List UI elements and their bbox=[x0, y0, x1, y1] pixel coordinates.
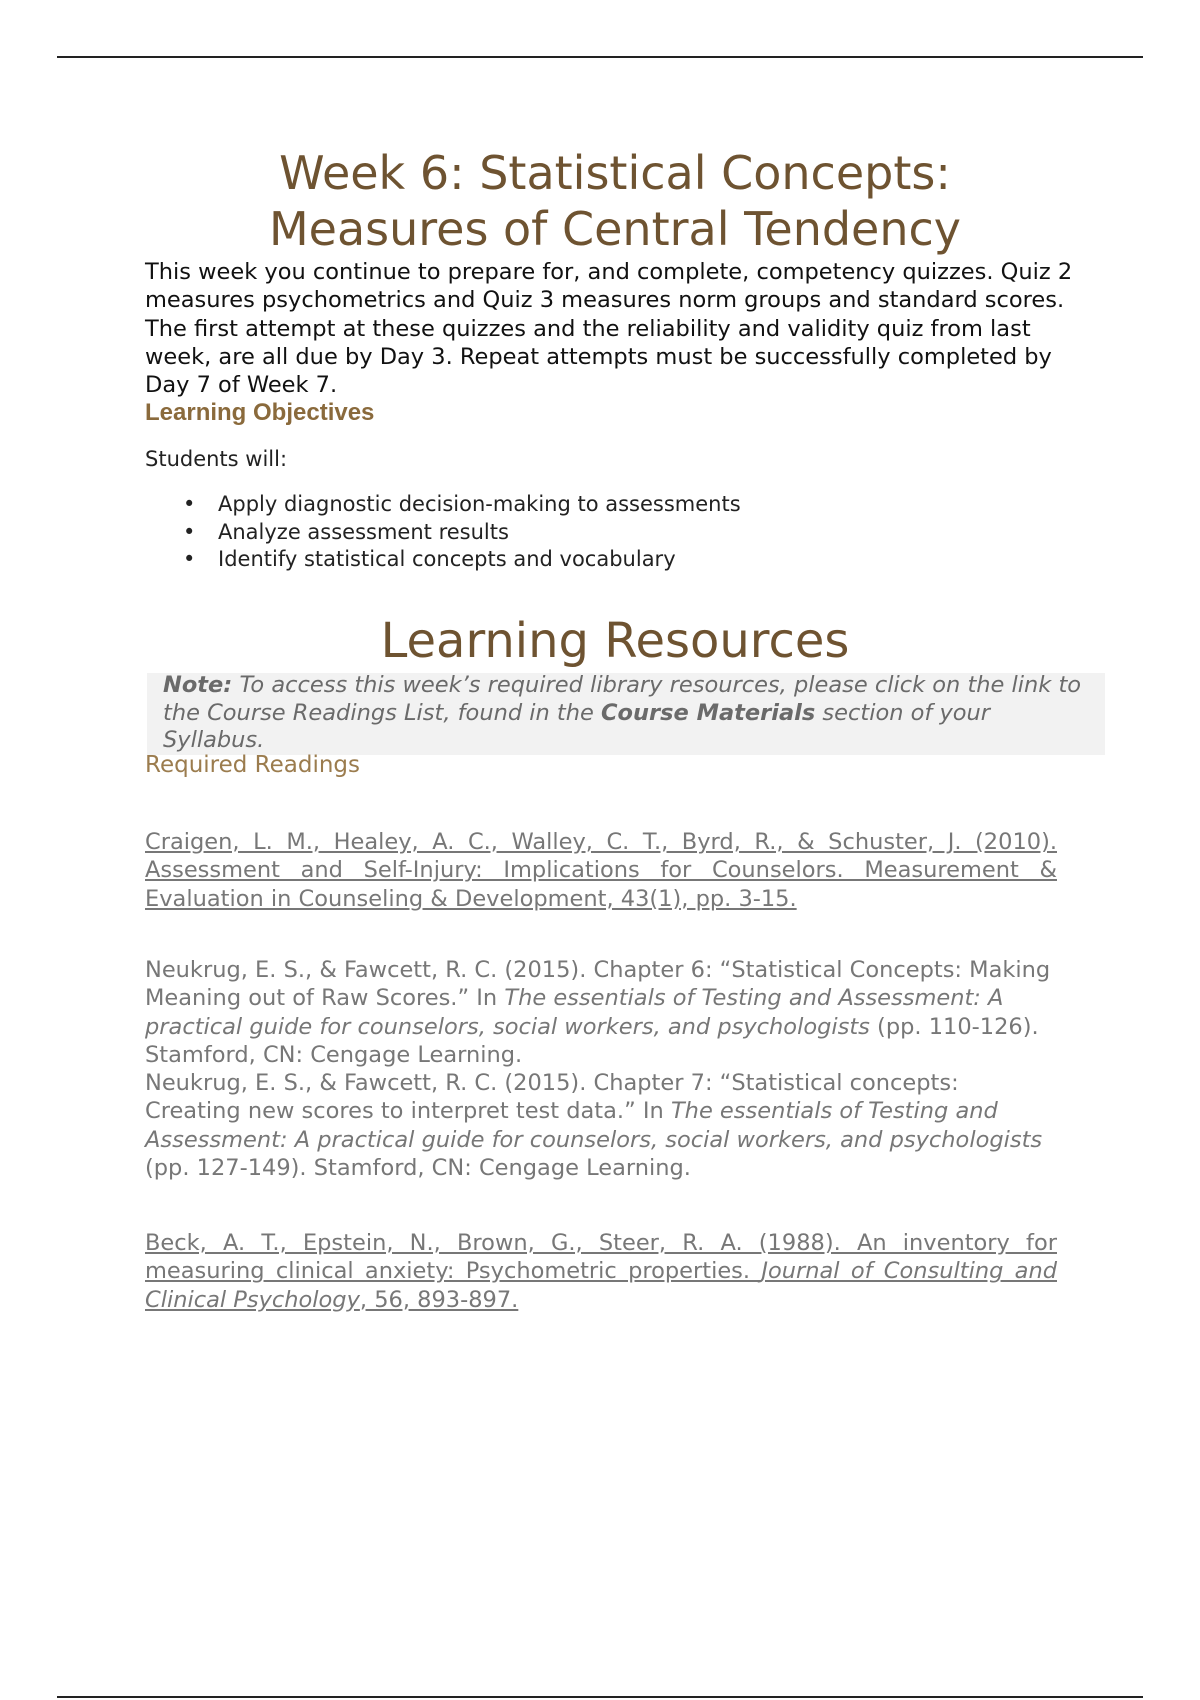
note-label: Note: bbox=[163, 672, 233, 698]
objective-text: Identify statistical concepts and vocabulary bbox=[218, 547, 676, 571]
reference-link-craigen[interactable]: Craigen, L. M., Healey, A. C., Walley, C. T., Byrd, R., & Schuster, J. (2010). Assessment and Self-Injury: Implications for Counselors. Measurement & Evaluation in Counseling & Development, 43(1), pp. 3-15. bbox=[145, 829, 1057, 912]
reference-book-title: The essentials of Testing and Assessment: A practical guide for counselors, social workers, and psychologists bbox=[145, 1098, 1043, 1153]
reference-link-beck[interactable] bbox=[145, 1229, 1057, 1314]
reference-text: (pp. 127-149). Stamford, CN: Cengage Learning. bbox=[145, 1154, 691, 1181]
objective-text: Apply diagnostic decision-making to assessments bbox=[218, 492, 741, 516]
reference-text: Neukrug, E. S., & Fawcett, R. C. (2015). Chapter 7: “Statistical concepts: Creating new scores to interpret test data.” In bbox=[145, 1070, 959, 1125]
top-rule bbox=[57, 56, 1143, 58]
learning-objectives-heading: Learning Objectives bbox=[145, 399, 375, 426]
objective-item bbox=[145, 491, 741, 519]
library-note bbox=[163, 672, 1093, 755]
bullet-icon: • bbox=[183, 492, 196, 516]
bottom-rule bbox=[57, 1696, 1143, 1698]
note-text-after: section of your Syllabus. bbox=[163, 699, 991, 753]
learning-resources-heading: Learning Resources bbox=[380, 613, 850, 669]
objective-item bbox=[145, 546, 741, 574]
bullet-icon: • bbox=[183, 547, 196, 571]
reference-journal-title: Journal of Consulting and Clinical Psychology bbox=[145, 1258, 1057, 1313]
reference-text: , 56, 893-897. bbox=[359, 1286, 519, 1313]
reference-text: (pp. 110-126). Stamford, CN: Cengage Learning. bbox=[145, 1013, 1039, 1068]
required-readings-heading: Required Readings bbox=[145, 752, 361, 778]
reference-neukrug-ch6 bbox=[145, 956, 1057, 1069]
reference-text: Beck, A. T., Epstein, N., Brown, G., Steer, R. A. (1988). An inventory for measuring clinical anxiety: Psychometric properties. bbox=[145, 1230, 1057, 1285]
page-title-line-2: Measures of Central Tendency bbox=[268, 202, 962, 256]
reference-book-title: The essentials of Testing and Assessment: A practical guide for counselors, social workers, and psychologists bbox=[145, 985, 1004, 1040]
page-title-line-1: Week 6: Statistical Concepts: bbox=[279, 146, 951, 200]
objectives-lead: Students will: bbox=[145, 447, 288, 471]
objectives-list bbox=[145, 491, 741, 574]
objective-text: Analyze assessment results bbox=[218, 519, 509, 544]
page-title bbox=[100, 145, 1130, 257]
bullet-icon: • bbox=[183, 519, 196, 544]
reference-neukrug-ch7 bbox=[145, 1069, 1057, 1182]
note-text-before: To access this week’s required library resources, please click on the link to the Course Readings List, found in the bbox=[163, 672, 1082, 726]
note-course-materials: Course Materials bbox=[601, 699, 816, 726]
intro-paragraph: This week you continue to prepare for, and complete, competency quizzes. Quiz 2 measures psychometrics and Quiz 3 measures norm groups and standard scores. The first attempt at these quizzes and the reliability and validity quiz from last week, are all due by Day 3. Repeat attempts must be successfully completed by Day 7 of Week 7. bbox=[145, 259, 1073, 399]
reference-text: Neukrug, E. S., & Fawcett, R. C. (2015). Chapter 6: “Statistical Concepts: Making Meaning out of Raw Scores.” In bbox=[145, 957, 1051, 1012]
objective-item bbox=[145, 519, 741, 547]
